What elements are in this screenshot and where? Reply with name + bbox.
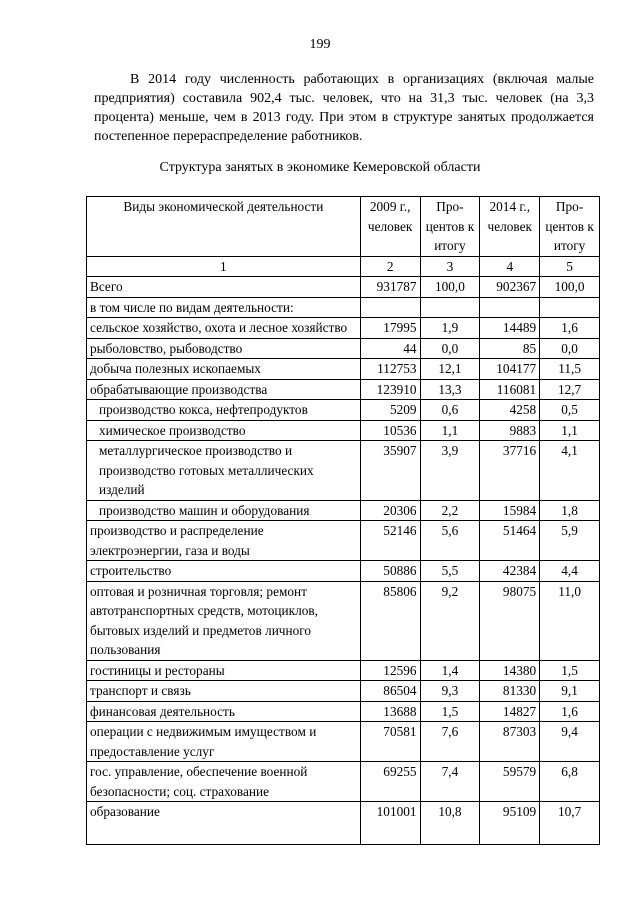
value-2014: 87303 (480, 722, 540, 762)
value-2009: 17995 (360, 318, 420, 339)
value-2014: 9883 (480, 420, 540, 441)
activity-name: производство и распределение электроэнергии, газа и воды (87, 521, 361, 561)
header-2014-percent: Про-центов к итогу (540, 197, 600, 257)
value-2009: 931787 (360, 277, 420, 298)
percent-2009: 7,6 (420, 722, 480, 762)
percent-2009: 1,9 (420, 318, 480, 339)
table-row (87, 722, 600, 762)
percent-2009: 0,0 (420, 338, 480, 359)
percent-2009 (420, 297, 480, 318)
table-row (87, 379, 600, 400)
percent-2009: 1,5 (420, 701, 480, 722)
percent-2014: 100,0 (540, 277, 600, 298)
value-2009: 70581 (360, 722, 420, 762)
activity-name: Всего (87, 277, 361, 298)
percent-2014: 0,5 (540, 400, 600, 421)
header-row (87, 197, 600, 257)
percent-2014: 1,6 (540, 318, 600, 339)
percent-2009: 13,3 (420, 379, 480, 400)
percent-2009: 3,9 (420, 441, 480, 501)
table-row (87, 359, 600, 380)
value-2014: 14489 (480, 318, 540, 339)
value-2009 (360, 297, 420, 318)
column-number-row (87, 256, 600, 277)
percent-2009: 5,5 (420, 561, 480, 582)
value-2014: 4258 (480, 400, 540, 421)
activity-name: строительство (87, 561, 361, 582)
value-2014: 59579 (480, 762, 540, 802)
value-2014: 116081 (480, 379, 540, 400)
percent-2009: 12,1 (420, 359, 480, 380)
activity-name: обрабатывающие производства (87, 379, 361, 400)
value-2014: 14827 (480, 701, 540, 722)
table-row (87, 660, 600, 681)
value-2009: 52146 (360, 521, 420, 561)
table-row (87, 561, 600, 582)
value-2009: 20306 (360, 500, 420, 521)
activity-name: сельское хозяйство, охота и лесное хозяйство (87, 318, 361, 339)
value-2009: 13688 (360, 701, 420, 722)
column-number: 5 (540, 256, 600, 277)
table-row (87, 318, 600, 339)
activity-name: гос. управление, обеспечение военной безопасности; соц. страхование (87, 762, 361, 802)
value-2014: 15984 (480, 500, 540, 521)
value-2009: 12596 (360, 660, 420, 681)
percent-2014: 4,1 (540, 441, 600, 501)
table-row (87, 802, 600, 845)
percent-2014 (540, 297, 600, 318)
percent-2009: 7,4 (420, 762, 480, 802)
percent-2009: 2,2 (420, 500, 480, 521)
table-row (87, 762, 600, 802)
activity-name: добыча полезных ископаемых (87, 359, 361, 380)
column-number: 3 (420, 256, 480, 277)
value-2009: 112753 (360, 359, 420, 380)
percent-2014: 9,4 (540, 722, 600, 762)
table-row (87, 701, 600, 722)
activity-name: рыболовство, рыбоводство (87, 338, 361, 359)
percent-2009: 9,3 (420, 681, 480, 702)
table-row (87, 277, 600, 298)
activity-name: химическое производство (87, 420, 361, 441)
value-2014 (480, 297, 540, 318)
percent-2009: 1,4 (420, 660, 480, 681)
table-row (87, 338, 600, 359)
value-2014: 81330 (480, 681, 540, 702)
header-activity: Виды экономической деятельности (87, 197, 361, 257)
percent-2014: 5,9 (540, 521, 600, 561)
percent-2014: 10,7 (540, 802, 600, 845)
value-2014: 98075 (480, 581, 540, 660)
percent-2014: 11,5 (540, 359, 600, 380)
value-2009: 69255 (360, 762, 420, 802)
value-2014: 85 (480, 338, 540, 359)
value-2014: 42384 (480, 561, 540, 582)
percent-2009: 5,6 (420, 521, 480, 561)
percent-2009: 0,6 (420, 400, 480, 421)
value-2014: 902367 (480, 277, 540, 298)
table-row (87, 420, 600, 441)
activity-name: производство кокса, нефтепродуктов (87, 400, 361, 421)
value-2009: 85806 (360, 581, 420, 660)
column-number: 2 (360, 256, 420, 277)
page-number: 199 (309, 37, 331, 52)
value-2014: 51464 (480, 521, 540, 561)
value-2014: 37716 (480, 441, 540, 501)
percent-2014: 1,5 (540, 660, 600, 681)
percent-2014: 1,6 (540, 701, 600, 722)
header-2009-percent: Про-центов к итогу (420, 197, 480, 257)
percent-2014: 4,4 (540, 561, 600, 582)
percent-2014: 9,1 (540, 681, 600, 702)
value-2009: 101001 (360, 802, 420, 845)
activity-name: образование (87, 802, 361, 845)
table-title: Структура занятых в экономике Кемеровской области (159, 160, 481, 175)
percent-2014: 1,1 (540, 420, 600, 441)
value-2014: 14380 (480, 660, 540, 681)
activity-name: в том числе по видам деятельности: (87, 297, 361, 318)
percent-2009: 1,1 (420, 420, 480, 441)
table-row (87, 441, 600, 501)
column-number: 4 (480, 256, 540, 277)
activity-name: металлургическое производство и производство готовых металлических изделий (87, 441, 361, 501)
percent-2014: 12,7 (540, 379, 600, 400)
value-2009: 86504 (360, 681, 420, 702)
intro-paragraph: В 2014 году численность работающих в организациях (включая малые предприятия) составила 902,4 тыс. человек, что на 31,3 тыс. человек (на 3,3 процента) меньше, чем в 2013 году. При этом в структуре занятых продолжается постепенное перераспределение работников. (94, 72, 594, 144)
percent-2009: 10,8 (420, 802, 480, 845)
table-row (87, 521, 600, 561)
header-2014-people: 2014 г., человек (480, 197, 540, 257)
table-row (87, 297, 600, 318)
activity-name: операции с недвижимым имуществом и предоставление услуг (87, 722, 361, 762)
value-2009: 10536 (360, 420, 420, 441)
percent-2009: 9,2 (420, 581, 480, 660)
value-2009: 44 (360, 338, 420, 359)
value-2009: 123910 (360, 379, 420, 400)
value-2009: 50886 (360, 561, 420, 582)
value-2014: 104177 (480, 359, 540, 380)
column-number: 1 (87, 256, 361, 277)
percent-2014: 11,0 (540, 581, 600, 660)
table-row (87, 581, 600, 660)
value-2014: 95109 (480, 802, 540, 845)
value-2009: 5209 (360, 400, 420, 421)
activity-name: производство машин и оборудования (87, 500, 361, 521)
percent-2014: 0,0 (540, 338, 600, 359)
value-2009: 35907 (360, 441, 420, 501)
table-row (87, 681, 600, 702)
activity-name: оптовая и розничная торговля; ремонт автотранспортных средств, мотоциклов, бытовых изделий и предметов личного пользования (87, 581, 361, 660)
percent-2009: 100,0 (420, 277, 480, 298)
percent-2014: 1,8 (540, 500, 600, 521)
table-row (87, 400, 600, 421)
percent-2014: 6,8 (540, 762, 600, 802)
activity-name: гостиницы и рестораны (87, 660, 361, 681)
employment-structure-table (86, 196, 600, 845)
activity-name: финансовая деятельность (87, 701, 361, 722)
table-row (87, 500, 600, 521)
activity-name: транспорт и связь (87, 681, 361, 702)
header-2009-people: 2009 г., человек (360, 197, 420, 257)
